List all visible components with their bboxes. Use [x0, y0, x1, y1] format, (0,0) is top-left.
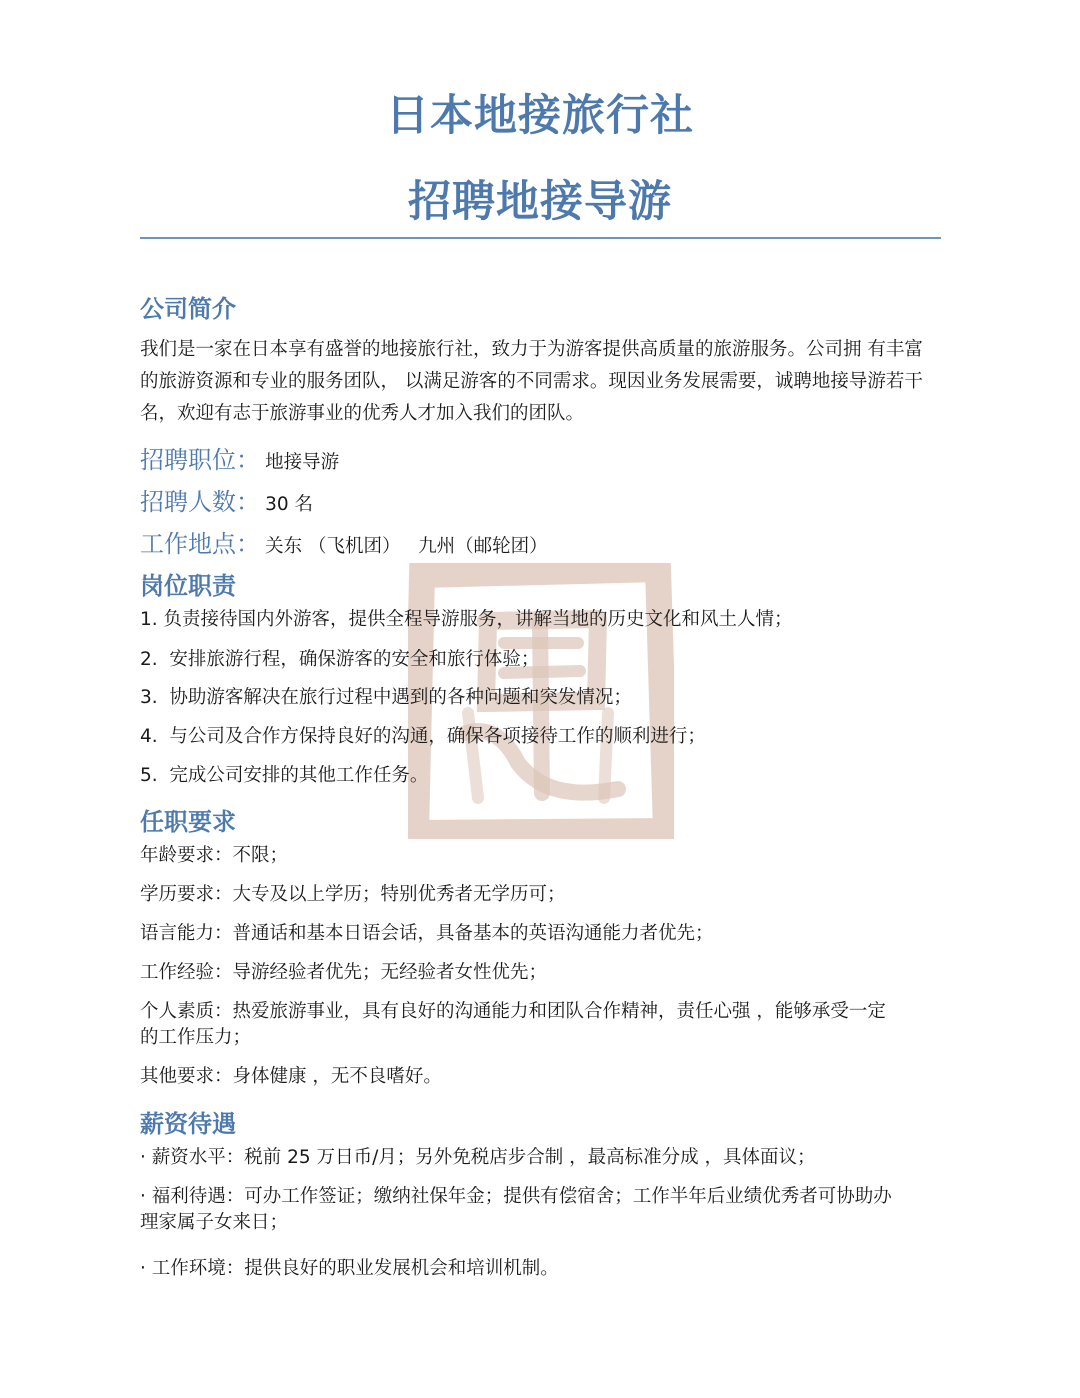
duty-item: 2. 安排旅游行程，确保游客的安全和旅行体验；	[140, 649, 540, 670]
page-title: 日本地接旅行社	[386, 91, 694, 141]
salary-item: · 薪资水平：税前 25 万日币/月；另外免税店步合制 ，最高标准分成 ，具体面议；	[140, 1147, 816, 1168]
salary-item: · 工作环境：提供良好的职业发展机会和培训机制。	[140, 1258, 559, 1279]
location-value: 关东 （飞机团） 九州（邮轮团）	[265, 536, 548, 557]
company-heading: 公司简介	[140, 295, 236, 323]
requirement-item: 其他要求：身体健康 ，无不良嗜好。	[140, 1066, 442, 1087]
position-value: 地接导游	[265, 452, 340, 473]
count-label: 招聘人数：	[140, 488, 260, 516]
requirement-item: 语言能力：普通话和基本日语会话，具备基本的英语沟通能力者优先；	[140, 923, 714, 944]
duty-item: 1. 负责接待国内外游客，提供全程导游服务，讲解当地的历史文化和风土人情；	[140, 609, 793, 630]
position-row	[140, 440, 339, 475]
location-row	[140, 524, 548, 559]
duty-item: 3. 协助游客解决在旅行过程中遇到的各种问题和突发情况；	[140, 687, 632, 708]
requirement-item: 年龄要求：不限；	[140, 845, 289, 866]
position-label: 招聘职位：	[140, 446, 260, 474]
count-row	[140, 482, 313, 517]
salary-item: · 福利待遇：可办工作签证；缴纳社保年金；提供有偿宿舍；工作半年后业绩优秀者可协助办	[140, 1186, 892, 1207]
duty-item: 5. 完成公司安排的其他工作任务。	[140, 765, 429, 786]
requirement-item: 个人素质：热爱旅游事业，具有良好的沟通能力和团队合作精神，责任心强 ，能够承受一定	[140, 1001, 886, 1022]
company-intro: 我们是一家在日本享有盛誉的地接旅行社，致力于为游客提供高质量的旅游服务。公司拥 有丰富的旅游资源和专业的服务团队， 以满足游客的不同需求。现因业务发展需要，诚聘地接导游若干名，欢迎有志于旅游事业的优秀人才加入我们的团队。	[140, 339, 923, 424]
requirement-item: 的工作压力；	[140, 1027, 252, 1048]
salary-item: 理家属子女来日；	[140, 1212, 289, 1233]
title-divider	[140, 237, 941, 239]
duties-heading: 岗位职责	[140, 572, 236, 600]
requirement-item: 学历要求：大专及以上学历；特别优秀者无学历可；	[140, 884, 566, 905]
page-subtitle: 招聘地接导游	[408, 177, 672, 227]
requirements-heading: 任职要求	[140, 808, 236, 836]
location-label: 工作地点：	[140, 530, 260, 558]
duty-item: 4. 与公司及合作方保持良好的沟通，确保各项接待工作的顺利进行；	[140, 726, 706, 747]
count-value: 30 名	[265, 494, 314, 515]
salary-heading: 薪资待遇	[140, 1110, 236, 1138]
requirement-item: 工作经验：导游经验者优先；无经验者女性优先；	[140, 962, 548, 983]
